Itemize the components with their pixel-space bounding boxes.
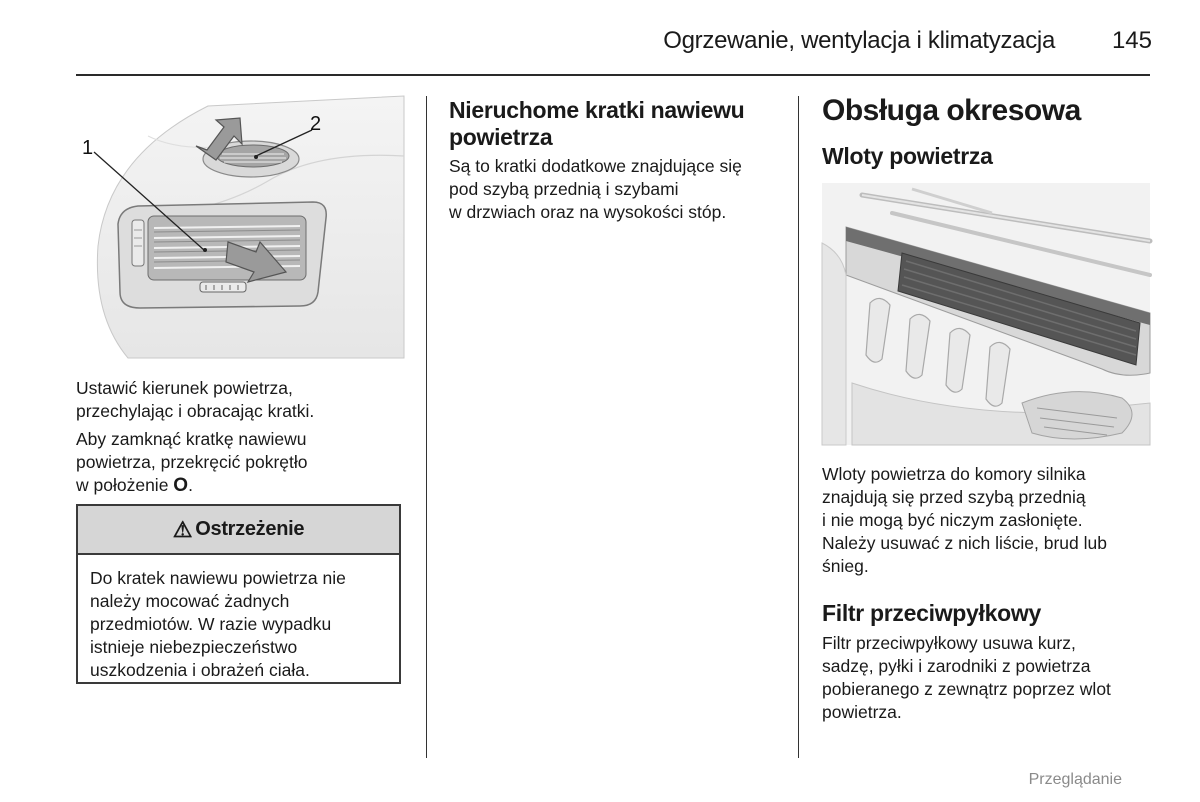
browse-link[interactable]: Przeglądanie: [1028, 771, 1122, 788]
air-vent-illustration: [82, 96, 404, 358]
header-divider: [76, 74, 1150, 76]
air-intake-illustration: [822, 183, 1150, 445]
vent-close-paragraph: Aby zamknąć kratkę nawiewu powietrza, przekręcić pokrętło w położenie O.: [76, 429, 308, 496]
page-number: 145: [1111, 27, 1152, 54]
warning-header: [78, 506, 399, 555]
closed-position-symbol: O: [173, 475, 189, 496]
warning-box: [76, 504, 401, 684]
callout-2: 2: [310, 113, 322, 135]
column-divider-right: [798, 96, 799, 758]
warning-title: Ostrzeżenie: [195, 518, 305, 540]
vent-adjust-paragraph: Ustawić kierunek powietrza, przechylając i obracając kratki.: [76, 378, 315, 421]
warning-text: Do kratek nawiewu powietrza nie należy mocować żadnych przedmiotów. W razie wypadku istnieje niebezpieczeństwo uszkodzenia i obrażeń ciała.: [90, 568, 346, 680]
air-intakes-heading: Wloty powietrza: [822, 143, 993, 169]
pollen-filter-paragraph: Filtr przeciwpyłkowy usuwa kurz, sadzę, pyłki i zarodniki z powietrza pobieranego z zewnątrz poprzez wlot powietrza.: [822, 633, 1111, 722]
fixed-vents-paragraph: Są to kratki dodatkowe znajdujące się pod szybą przednią i szybami w drzwiach oraz na wysokości stóp.: [449, 156, 742, 222]
callout-1: 1: [82, 137, 94, 159]
column-divider-left: [426, 96, 427, 758]
air-intakes-paragraph: Wloty powietrza do komory silnika znajdują się przed szybą przednią i nie mogą być niczym zasłonięte. Należy usuwać z nich liście, brud lub śnieg.: [822, 464, 1107, 576]
page-header-title: Ogrzewanie, wentylacja i klimatyzacja: [663, 27, 1055, 54]
warning-triangle-icon: ⚠: [172, 516, 193, 542]
fixed-vents-heading: Nieruchome kratki nawiewu powietrza: [449, 97, 745, 150]
pollen-filter-heading: Filtr przeciwpyłkowy: [822, 600, 1041, 626]
main-vent-grille: [118, 202, 326, 308]
maintenance-heading: Obsługa okresowa: [822, 94, 1081, 127]
